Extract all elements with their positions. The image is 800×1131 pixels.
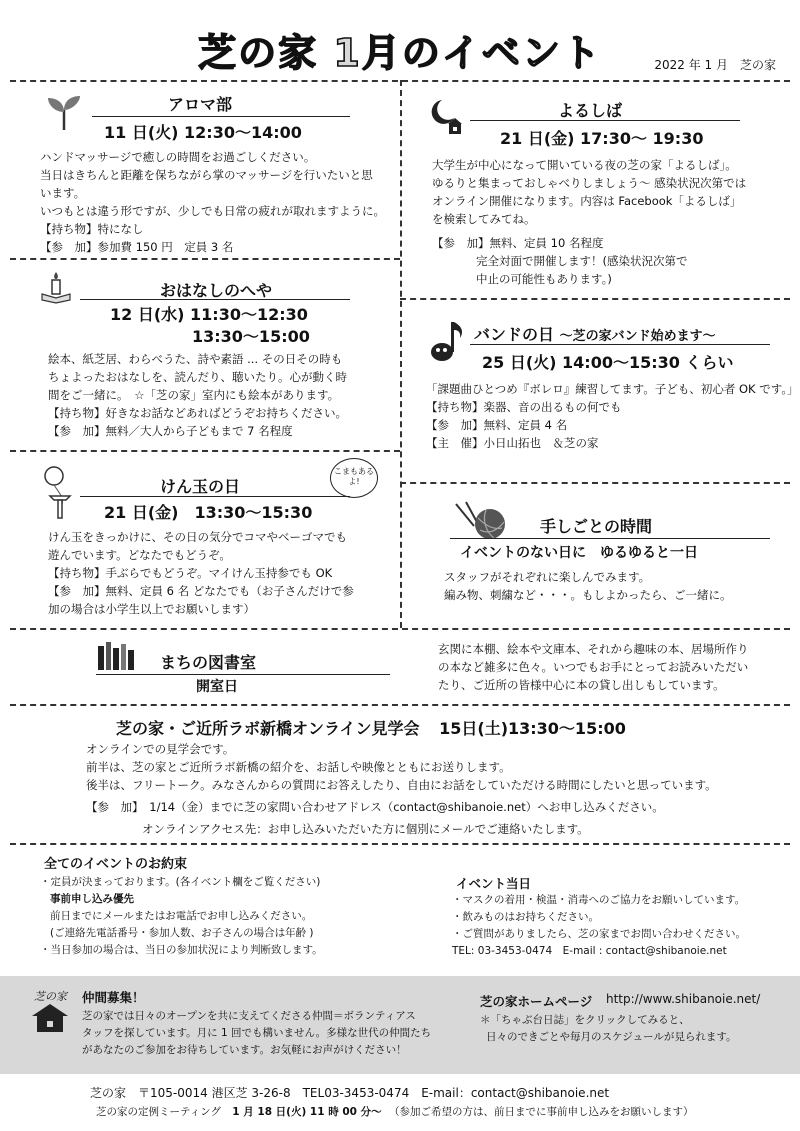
band-subtitle: 〜芝の家バンド始めます〜 xyxy=(559,329,716,344)
ohanashi-datetime-1: 12 日(水) 11:30〜12:30 xyxy=(110,305,308,324)
divider xyxy=(10,843,790,845)
aroma-title: アロマ部 xyxy=(168,95,233,114)
text-line: (ご連絡先電話番号・参加人数、お子さんの場合は年齢 ) xyxy=(50,927,314,939)
page-title: 芝の家 1月のイベント xyxy=(198,31,602,75)
online-body xyxy=(86,740,717,794)
text-line: 遊んでいます。どなたでもどうぞ。 xyxy=(48,548,231,562)
dayof-body xyxy=(452,892,746,960)
text-line: 【参 加】無料／大人から子どもまで 7 名程度 xyxy=(48,424,293,438)
online-datetime: 15日(土)13:30〜15:00 xyxy=(439,719,626,738)
library-sub: 開室日 xyxy=(196,679,238,695)
text-line: ・定員が決まっております。(各イベント欄をご覧ください) xyxy=(40,876,321,888)
text-line: 絵本、紙芝居、わらべうた、詩や素語 ... その日その時も xyxy=(48,352,343,366)
underline xyxy=(80,299,350,300)
text-line: オンライン開催になります。内容は Facebook「よるしば」 xyxy=(432,194,742,208)
yorushiba-title: よるしば xyxy=(558,101,623,120)
kendama-title: けん玉の日 xyxy=(160,477,241,496)
text-line: 【参 加】無料、定員 6 名 どなたでも（お子さんだけで参 xyxy=(48,584,354,598)
text-line: 大学生が中心になって開いている夜の芝の家「よるしば」。 xyxy=(432,158,737,172)
text-line: 編み物、刺繍など・・・。もしよかったら、ご一緒に。 xyxy=(444,588,732,602)
underline xyxy=(470,120,740,121)
library-body xyxy=(438,640,749,694)
underline xyxy=(470,344,770,345)
text-line: スタッフがそれぞれに楽しんでみます。 xyxy=(444,570,651,584)
bookshelf-icon xyxy=(96,640,136,672)
divider xyxy=(400,298,790,300)
online-title-text: 芝の家・ご近所ラボ新橋オンライン見学会 xyxy=(116,719,420,738)
homepage-body xyxy=(480,1012,737,1046)
text-line: ゆるりと集まっておしゃべりしましょう〜 感染状況次第では xyxy=(432,176,747,190)
online-join: 【参 加】 1/14（金）までに芝の家問い合わせアドレス（contact@shibanoie.net）へお申し込みください。 xyxy=(86,800,664,814)
underline xyxy=(92,116,350,117)
band-title-text: バンドの日 xyxy=(474,325,555,344)
text-line: ・ご質問がありましたら、芝の家までお問い合わせください。 xyxy=(452,928,746,940)
text-line: たり、ご近所の皆様中心に本の貸し出しもしています。 xyxy=(438,678,725,692)
text-line: 前日までにメールまたはお電話でお申し込みください。 xyxy=(50,910,313,922)
dayof-title: イベント当日 xyxy=(456,876,532,891)
aroma-datetime: 11 日(火) 12:30〜14:00 xyxy=(104,123,302,142)
text-line: 玄関に本棚、絵本や文庫本、それから趣味の本、居場所作り xyxy=(438,642,749,656)
text-line: ちょよったおはなしを、読んだり、聴いたり。心が動く時 xyxy=(48,370,347,384)
footer-address: 芝の家 〒105-0014 港区芝 3-26-8 TEL03-3453-0474 E-mail：contact@shibanoie.net xyxy=(90,1086,610,1100)
text-line: 芝の家では日々のオープンを共に支えてくださる仲間＝ボランティアス xyxy=(82,1010,416,1022)
text-line: ハンドマッサージで癒しの時間をお過ごしください。 xyxy=(40,150,316,164)
aroma-body xyxy=(40,148,385,256)
text-line: 「課題曲ひとつめ『ボレロ』練習してます。子ども、初心者 OK です。」 xyxy=(426,382,799,396)
house-icon xyxy=(30,1002,70,1032)
text-line: 【持ち物】特になし xyxy=(40,222,144,236)
divider xyxy=(400,80,402,628)
ohanashi-title: おはなしのへや xyxy=(160,281,273,300)
yorushiba-join xyxy=(432,234,687,288)
text-line: います。 xyxy=(40,186,86,200)
text-line: 【参 加】無料、定員 10 名程度 xyxy=(432,236,604,250)
text-line: 【参 加】参加費 150 円 定員 3 名 xyxy=(40,240,234,254)
koma-badge: こまもあるよ! xyxy=(330,458,378,498)
homepage-title: 芝の家ホームページ xyxy=(480,994,593,1009)
moon-house-icon xyxy=(428,98,464,136)
meeting-note: （参加ご希望の方は、前日までに事前申し込みをお願いします） xyxy=(388,1106,694,1118)
rules-title: 全てのイベントのお約束 xyxy=(44,857,188,872)
rules-body xyxy=(40,874,323,959)
band-datetime: 25 日(火) 14:00〜15:30 くらい xyxy=(482,353,734,372)
text-line: 中止の可能性もあります。) xyxy=(476,272,612,286)
underline xyxy=(96,674,390,675)
band-body xyxy=(426,380,799,452)
meeting-time: 1 月 18 日(火) 11 時 00 分〜 xyxy=(232,1106,382,1118)
kendama-datetime: 21 日(金) 13:30〜15:30 xyxy=(104,503,313,522)
text-line: タッフを探しています。月に 1 回でも構いません。多様な世代の仲間たち xyxy=(82,1027,432,1039)
divider xyxy=(10,628,790,630)
band-title xyxy=(474,322,716,345)
text-line: けん玉をきっかけに、その日の気分でコマやベーゴマでも xyxy=(48,530,347,544)
divider xyxy=(10,704,790,706)
text-line: 【持ち物】楽器、音の出るもの何でも xyxy=(426,400,622,414)
ohanashi-body xyxy=(48,350,347,440)
volunteer-body xyxy=(82,1008,431,1059)
online-access: オンラインアクセス先：お申し込みいただいた方に個別にメールでご連絡いたします。 xyxy=(142,822,589,836)
text-line: 後半は、フリートーク。みなさんからの質問にお答えしたり、自由にお話をしていただける時間にしたいと思っています。 xyxy=(86,778,717,792)
music-note-icon xyxy=(428,318,466,364)
text-line: 加の場合は小学生以上でお願いします） xyxy=(48,602,255,616)
footer-meeting xyxy=(96,1104,693,1119)
text-line: TEL: 03-3453-0474 E-mail : contact@shibanoie.net xyxy=(452,945,727,957)
underline xyxy=(80,496,350,497)
yarn-ball-icon xyxy=(452,500,508,542)
text-line: ・当日参加の場合は、当日の参加状況により判断致します。 xyxy=(40,944,323,956)
text-line: オンラインでの見学会です。 xyxy=(86,742,235,756)
meeting-label: 芝の家の定例ミーティング xyxy=(96,1106,221,1118)
kendama-icon xyxy=(40,464,76,520)
text-line: 当日はきちんと距離を保ちながら掌のマッサージを行いたいと思 xyxy=(40,168,373,182)
logo-text: 芝の家 xyxy=(34,990,67,1003)
homepage-url[interactable]: http://www.shibanoie.net/ xyxy=(606,992,761,1006)
text-line: 【持ち物】手ぶらでもどうぞ。マイけん玉持参でも OK xyxy=(48,566,333,580)
teshigoto-subtitle: イベントのない日に ゆるゆると一日 xyxy=(460,545,698,561)
candle-book-icon xyxy=(40,268,72,304)
kendama-body xyxy=(48,528,354,618)
text-line: ＊「ちゃぶ台日誌」をクリックしてみると、 xyxy=(480,1014,690,1026)
library-title: まちの図書室 xyxy=(160,653,257,672)
text-line: を検索してみてね。 xyxy=(432,212,536,226)
sprout-icon xyxy=(44,92,84,132)
yorushiba-body xyxy=(432,156,746,228)
volunteer-title: 仲間募集！ xyxy=(82,990,145,1005)
teshigoto-title: 手しごとの時間 xyxy=(540,517,653,536)
text-line: 事前申し込み優先 xyxy=(50,893,134,905)
text-line: ・マスクの着用・検温・消毒へのご協力をお願いしています。 xyxy=(452,894,746,906)
text-line: 【持ち物】好きなお話などあればどうぞお持ちください。 xyxy=(48,406,347,420)
teshigoto-body xyxy=(444,568,732,604)
text-line: 完全対面で開催します！(感染状況次第で xyxy=(476,254,688,268)
text-line: 前半は、芝の家とご近所ラボ新橋の紹介を、お話しや映像とともにお送りします。 xyxy=(86,760,511,774)
text-line: があなたのご参加をお待ちしています。お気軽にお声がけください！ xyxy=(82,1044,407,1056)
divider xyxy=(10,258,400,260)
text-line: の本など雑多に色々。いつでもお手にとってお読みいただい xyxy=(438,660,749,674)
ohanashi-datetime-2: 13:30〜15:00 xyxy=(192,327,310,346)
online-title xyxy=(116,716,626,739)
divider xyxy=(10,450,400,452)
text-line: 【主 催】小日山拓也 ＆芝の家 xyxy=(426,436,599,450)
issue-date: 2022 年 1 月 芝の家 xyxy=(654,58,776,72)
text-line: ・飲みものはお持ちください。 xyxy=(452,911,599,923)
divider xyxy=(400,482,790,484)
text-line: 【参 加】無料、定員 4 名 xyxy=(426,418,568,432)
text-line: いつもとは違う形ですが、少しでも日常の疲れが取れますように。 xyxy=(40,204,385,218)
text-line: 日々のできごとや毎月のスケジュールが見られます。 xyxy=(486,1031,737,1043)
underline xyxy=(450,538,770,539)
text-line: 間をご一緒に。 ☆「芝の家」室内にも絵本があります。 xyxy=(48,388,340,402)
yorushiba-datetime: 21 日(金) 17:30〜 19:30 xyxy=(500,129,704,148)
